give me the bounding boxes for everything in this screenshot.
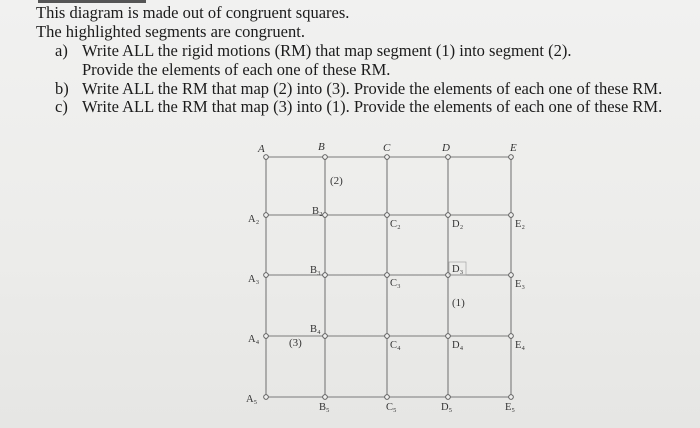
point-e5 (509, 395, 514, 400)
point-c2 (385, 213, 390, 218)
point-b1 (323, 155, 328, 160)
point-e3 (509, 273, 514, 278)
label-d3: D₃ (452, 264, 464, 275)
label-a: A (258, 143, 265, 155)
label-e3: E₃ (515, 279, 526, 290)
question-c-line-1: Write ALL the RM that map (3) into (1). Provide the elements of each one of these RM. (82, 97, 663, 116)
segment-label-2: (2) (330, 175, 343, 187)
point-e1 (509, 155, 514, 160)
label-d: D (442, 142, 450, 154)
point-d4 (446, 334, 451, 339)
point-d1 (446, 155, 451, 160)
label-d2: D₂ (452, 219, 464, 230)
point-b3 (323, 273, 328, 278)
question-c-letter: c) (55, 97, 68, 116)
label-a5: A₅ (246, 394, 258, 405)
label-b4: B₄ (310, 324, 321, 335)
point-a4 (264, 334, 269, 339)
intro-line-2: The highlighted segments are congruent. (36, 22, 305, 41)
segment-label-3: (3) (289, 337, 302, 349)
point-e2 (509, 213, 514, 218)
point-a5 (264, 395, 269, 400)
label-b3: B₃ (310, 265, 321, 276)
point-e4 (509, 334, 514, 339)
question-a-line-2: Provide the elements of each one of these RM. (82, 60, 391, 79)
point-c4 (385, 334, 390, 339)
label-c5: C₅ (386, 402, 397, 413)
label-c4: C₄ (390, 340, 401, 351)
label-d4: D₄ (452, 340, 464, 351)
point-d2 (446, 213, 451, 218)
point-a2 (264, 213, 269, 218)
segment-label-1: (1) (452, 297, 465, 309)
label-c2: C₂ (390, 219, 401, 230)
question-a-line-1: Write ALL the rigid motions (RM) that map segment (1) into segment (2). (82, 41, 572, 60)
point-b2 (323, 213, 328, 218)
point-b4 (323, 334, 328, 339)
intro-line-1: This diagram is made out of congruent squares. (36, 3, 350, 22)
label-a4: A₄ (248, 334, 260, 345)
label-d5: D₅ (441, 402, 453, 413)
label-a2: A₂ (248, 214, 260, 225)
label-e2: E₂ (515, 219, 526, 230)
label-e: E (510, 142, 517, 154)
question-a-letter: a) (55, 41, 68, 60)
point-d5 (446, 395, 451, 400)
label-b2: B₂ (312, 206, 323, 217)
label-b5: B₅ (319, 402, 330, 413)
point-a1 (264, 155, 269, 160)
point-b5 (323, 395, 328, 400)
label-a3: A₃ (248, 274, 260, 285)
label-e4: E₄ (515, 340, 526, 351)
label-c3: C₃ (390, 278, 401, 289)
label-e5: E₅ (505, 402, 516, 413)
point-c1 (385, 155, 390, 160)
label-c: C (383, 142, 391, 154)
point-c3 (385, 273, 390, 278)
point-a3 (264, 273, 269, 278)
label-b: B (318, 141, 325, 153)
question-b-line-1: Write ALL the RM that map (2) into (3). Provide the elements of each one of these RM. (82, 79, 663, 98)
point-c5 (385, 395, 390, 400)
question-b-letter: b) (55, 79, 69, 98)
